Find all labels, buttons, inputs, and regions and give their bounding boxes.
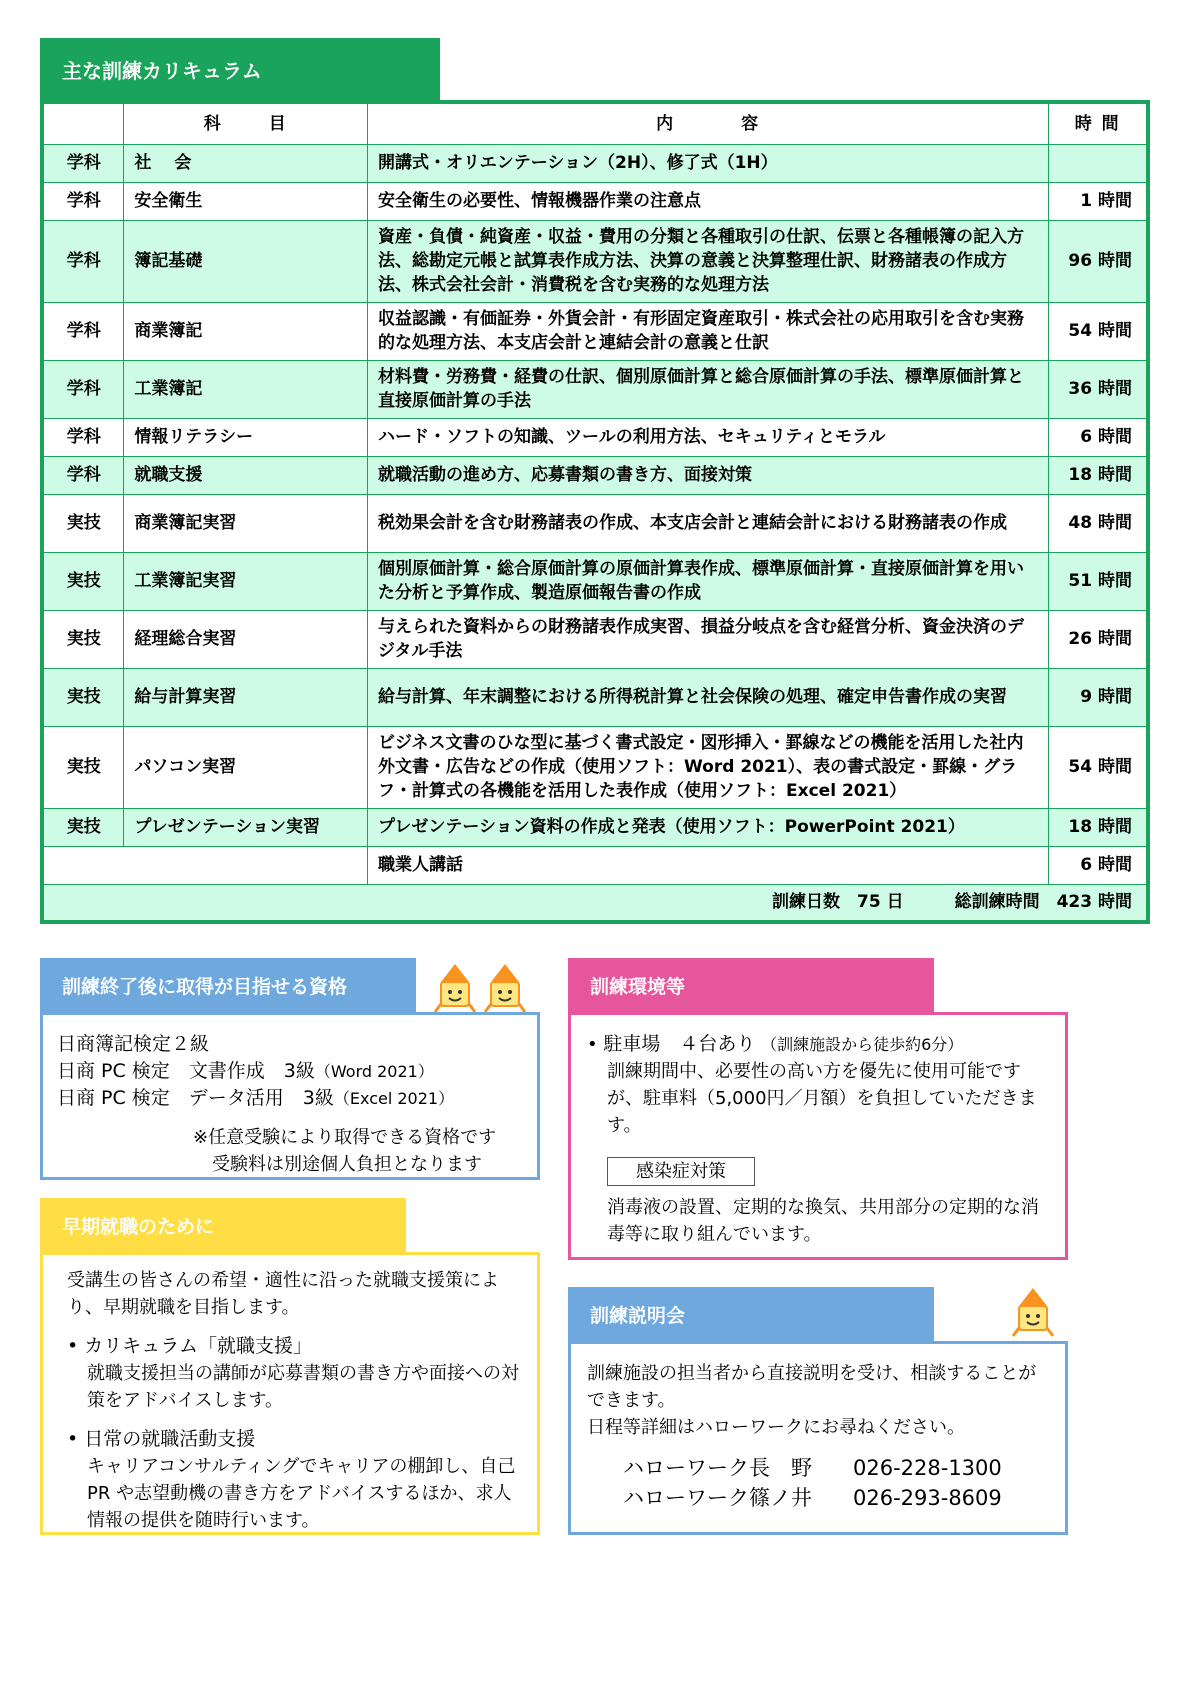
category-cell: 学科 bbox=[42, 302, 124, 360]
table-row bbox=[42, 418, 1148, 456]
qual-line-2: 日商 PC 検定 文書作成 3級（Word 2021） bbox=[57, 1060, 434, 1082]
hours-cell: 26 時間 bbox=[1049, 610, 1148, 668]
table-header-row bbox=[42, 102, 1148, 144]
category-cell: 学科 bbox=[42, 360, 124, 418]
hours-cell: 18 時間 bbox=[1049, 456, 1148, 494]
infection-label: 感染症対策 bbox=[607, 1157, 755, 1186]
category-cell: 学科 bbox=[42, 220, 124, 302]
hours-cell: 9 時間 bbox=[1049, 668, 1148, 726]
briefing-text-2: 日程等詳細はハローワークにお尋ねください。 bbox=[587, 1417, 965, 1438]
category-cell: 学科 bbox=[42, 456, 124, 494]
briefing-title: 訓練説明会 bbox=[568, 1287, 934, 1341]
content-cell: ビジネス文書のひな型に基づく書式設定・図形挿入・罫線などの機能を活用した社内外文書・広告などの作成（使用ソフト：Word 2021）、表の書式設定・罫線・グラフ・計算式の各機能を活用した表作成（使用ソフト：Excel 2021） bbox=[368, 726, 1049, 808]
content-cell: ハード・ソフトの知識、ツールの利用方法、セキュリティとモラル bbox=[368, 418, 1049, 456]
early-bullet-1-title: • カリキュラム「就職支援」 bbox=[67, 1335, 313, 1357]
early-bullet-2-text: キャリアコンサルティングでキャリアの棚卸し、自己 PR や志望動機の書き方をアドバイスするほか、求人情報の提供を随時行います。 bbox=[87, 1456, 516, 1531]
subject-cell: 給与計算実習 bbox=[124, 668, 368, 726]
contact-row: ハローワーク篠ノ井 026-293-8609 bbox=[623, 1486, 1002, 1510]
curriculum-table bbox=[40, 100, 1150, 924]
content-cell: 与えられた資料からの財務諸表作成実習、損益分岐点を含む経営分析、資金決済のデジタル手法 bbox=[368, 610, 1049, 668]
content-cell: プレゼンテーション資料の作成と発表（使用ソフト：PowerPoint 2021） bbox=[368, 808, 1049, 846]
header-content: 内 容 bbox=[368, 102, 1049, 144]
content-cell: 開講式・オリエンテーション（2H）、修了式（1H） bbox=[368, 144, 1049, 182]
category-cell: 実技 bbox=[42, 494, 124, 552]
table-row bbox=[42, 456, 1148, 494]
parking-title: • 駐車場 ４台あり （訓練施設から徒歩約6分） bbox=[587, 1033, 964, 1055]
hours-cell: 6 時間 bbox=[1049, 418, 1148, 456]
hours-cell: 96 時間 bbox=[1049, 220, 1148, 302]
hours-cell: 36 時間 bbox=[1049, 360, 1148, 418]
header-subject: 科 目 bbox=[124, 102, 368, 144]
total-summary: 訓練日数 75 日 総訓練時間 423 時間 bbox=[42, 884, 1148, 922]
table-row bbox=[42, 360, 1148, 418]
pencil-mascot-icon bbox=[1010, 1284, 1056, 1340]
table-row bbox=[42, 182, 1148, 220]
content-cell: 税効果会計を含む財務諸表の作成、本支店会計と連結会計における財務諸表の作成 bbox=[368, 494, 1049, 552]
early-intro: 受講生の皆さんの希望・適性に沿った就職支援策により、早期就職を目指します。 bbox=[67, 1270, 499, 1318]
category-cell: 実技 bbox=[42, 552, 124, 610]
hours-cell: 54 時間 bbox=[1049, 302, 1148, 360]
category-cell: 学科 bbox=[42, 182, 124, 220]
subject-cell: パソコン実習 bbox=[124, 726, 368, 808]
category-cell: 実技 bbox=[42, 668, 124, 726]
early-title: 早期就職のために bbox=[40, 1198, 406, 1252]
pencil-mascot-icon bbox=[432, 960, 478, 1016]
qual-line-3: 日商 PC 検定 データ活用 3級（Excel 2021） bbox=[57, 1087, 455, 1109]
subject-cell: 安全衛生 bbox=[124, 182, 368, 220]
hours-cell: 6 時間 bbox=[1049, 846, 1148, 884]
subject-cell: 社 会 bbox=[124, 144, 368, 182]
subject-cell: 工業簿記実習 bbox=[124, 552, 368, 610]
early-bullet-2-title: • 日常の就職活動支援 bbox=[67, 1428, 256, 1450]
hours-cell: 51 時間 bbox=[1049, 552, 1148, 610]
category-cell: 学科 bbox=[42, 144, 124, 182]
pencil-mascot-icon bbox=[482, 960, 528, 1016]
content-cell: 資産・負債・純資産・収益・費用の分類と各種取引の仕訳、伝票と各種帳簿の記入方法、総勘定元帳と試算表作成方法、決算の意義と決算整理仕訳、財務諸表の作成方法、株式会社会計・消費税を含む実務的な処理方法 bbox=[368, 220, 1049, 302]
hours-cell bbox=[1049, 144, 1148, 182]
briefing-text-1: 訓練施設の担当者から直接説明を受け、相談することができます。 bbox=[587, 1363, 1037, 1411]
total-row bbox=[42, 884, 1148, 922]
table-row bbox=[42, 726, 1148, 808]
content-cell: 材料費・労務費・経費の仕訳、個別原価計算と総合原価計算の手法、標準原価計算と直接原価計算の手法 bbox=[368, 360, 1049, 418]
category-cell: 実技 bbox=[42, 808, 124, 846]
hours-cell: 18 時間 bbox=[1049, 808, 1148, 846]
subject-cell: 商業簿記 bbox=[124, 302, 368, 360]
briefing-box bbox=[568, 1341, 1068, 1535]
subject-cell: 情報リテラシー bbox=[124, 418, 368, 456]
subject-cell: 商業簿記実習 bbox=[124, 494, 368, 552]
content-cell: 安全衛生の必要性、情報機器作業の注意点 bbox=[368, 182, 1049, 220]
category-cell: 学科 bbox=[42, 418, 124, 456]
header-category bbox=[42, 102, 124, 144]
hours-cell: 54 時間 bbox=[1049, 726, 1148, 808]
subject-cell: 就職支援 bbox=[124, 456, 368, 494]
table-row bbox=[42, 220, 1148, 302]
empty-cell bbox=[42, 846, 368, 884]
table-row bbox=[42, 846, 1148, 884]
table-row bbox=[42, 552, 1148, 610]
subject-cell: 工業簿記 bbox=[124, 360, 368, 418]
qualifications-box bbox=[40, 1012, 540, 1180]
infection-text: 消毒液の設置、定期的な換気、共用部分の定期的な消毒等に取り組んでいます。 bbox=[607, 1197, 1039, 1245]
early-bullet-1-text: 就職支援担当の講師が応募書類の書き方や面接への対策をアドバイスします。 bbox=[87, 1363, 519, 1411]
category-cell: 実技 bbox=[42, 610, 124, 668]
hours-cell: 48 時間 bbox=[1049, 494, 1148, 552]
environment-box bbox=[568, 1012, 1068, 1260]
header-hours: 時 間 bbox=[1049, 102, 1148, 144]
subject-cell: プレゼンテーション実習 bbox=[124, 808, 368, 846]
qualifications-title: 訓練終了後に取得が目指せる資格 bbox=[40, 958, 416, 1012]
table-row bbox=[42, 494, 1148, 552]
qual-line-1: 日商簿記検定２級 bbox=[57, 1033, 210, 1055]
table-row bbox=[42, 302, 1148, 360]
table-row bbox=[42, 668, 1148, 726]
environment-title: 訓練環境等 bbox=[568, 958, 934, 1012]
contacts-list bbox=[587, 1453, 1051, 1513]
table-row bbox=[42, 610, 1148, 668]
content-cell: 給与計算、年末調整における所得税計算と社会保険の処理、確定申告書作成の実習 bbox=[368, 668, 1049, 726]
content-cell: 個別原価計算・総合原価計算の原価計算表作成、標準原価計算・直接原価計算を用いた分析と予算作成、製造原価報告書の作成 bbox=[368, 552, 1049, 610]
qual-note-2: 受験料は別途個人負担となります bbox=[212, 1154, 482, 1175]
curriculum-title: 主な訓練カリキュラム bbox=[40, 38, 440, 100]
content-cell: 収益認識・有価証券・外貨会計・有形固定資産取引・株式会社の応用取引を含む実務的な処理方法、本支店会計と連結会計の意義と仕訳 bbox=[368, 302, 1049, 360]
category-cell: 実技 bbox=[42, 726, 124, 808]
subject-cell: 経理総合実習 bbox=[124, 610, 368, 668]
parking-text: 訓練期間中、必要性の高い方を優先に使用可能ですが、駐車料（5,000円／月額）を負担していただきます。 bbox=[607, 1061, 1037, 1136]
early-box bbox=[40, 1252, 540, 1535]
contact-row: ハローワーク長 野 026-228-1300 bbox=[623, 1456, 1002, 1480]
content-cell: 就職活動の進め方、応募書類の書き方、面接対策 bbox=[368, 456, 1049, 494]
subject-cell: 簿記基礎 bbox=[124, 220, 368, 302]
qual-note-1: ※任意受験により取得できる資格です bbox=[193, 1127, 497, 1148]
content-cell: 職業人講話 bbox=[368, 846, 1049, 884]
table-row bbox=[42, 808, 1148, 846]
hours-cell: 1 時間 bbox=[1049, 182, 1148, 220]
table-row bbox=[42, 144, 1148, 182]
